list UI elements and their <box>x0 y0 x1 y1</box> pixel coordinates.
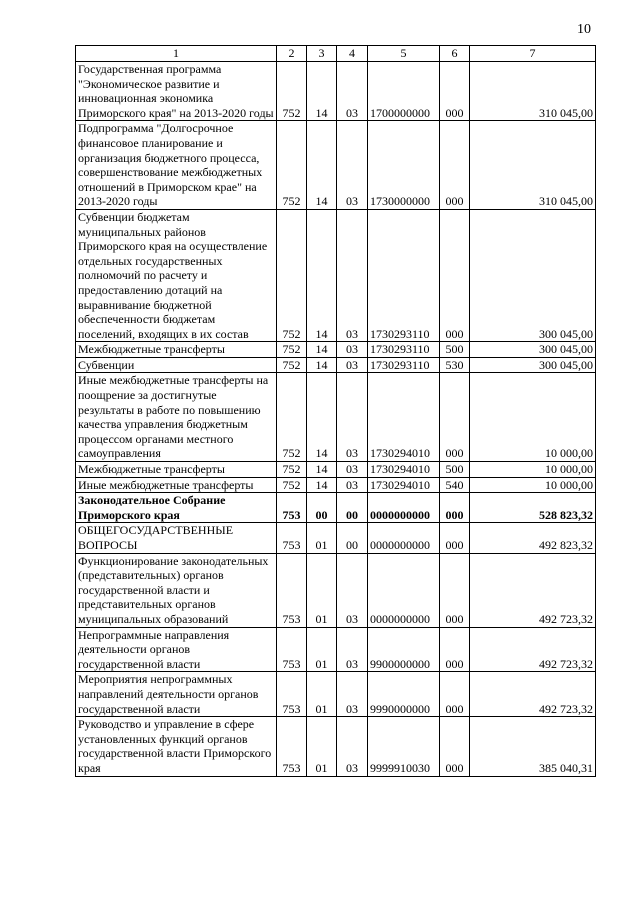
column-header: 5 <box>368 46 440 62</box>
cell-c4: 03 <box>337 209 368 341</box>
row-name: Субвенции бюджетам муниципальных районов Приморского края на осуществление отдельных государственных полномочий по расчету и предоставлению дотаций на выравнивание бюджетной обеспеченности бюджетам поселений, входящих в их состав <box>76 209 277 341</box>
cell-c5: 9990000000 <box>368 672 440 717</box>
cell-c4: 03 <box>337 121 368 210</box>
table-row <box>76 553 596 627</box>
cell-c3: 14 <box>307 462 337 478</box>
cell-c2: 752 <box>277 62 307 121</box>
cell-c2: 752 <box>277 462 307 478</box>
cell-c4: 00 <box>337 523 368 553</box>
cell-c2: 753 <box>277 493 307 523</box>
cell-c3: 14 <box>307 373 337 462</box>
cell-c3: 01 <box>307 523 337 553</box>
cell-c5: 1730294010 <box>368 373 440 462</box>
cell-c6: 000 <box>440 121 470 210</box>
cell-c6: 530 <box>440 357 470 373</box>
row-name: Иные межбюджетные трансферты <box>76 477 277 493</box>
cell-c4: 03 <box>337 342 368 358</box>
row-name: Мероприятия непрограммных направлений деятельности органов государственной власти <box>76 672 277 717</box>
cell-c4: 00 <box>337 493 368 523</box>
column-header: 6 <box>440 46 470 62</box>
cell-c6: 000 <box>440 209 470 341</box>
table-row <box>76 672 596 717</box>
table-row <box>76 493 596 523</box>
row-name: Подпрограмма "Долгосрочное финансовое планирование и организация бюджетного процесса, совершенствование межбюджетных отношений в Приморском крае" на 2013-2020 годы <box>76 121 277 210</box>
cell-c6: 000 <box>440 373 470 462</box>
cell-c3: 01 <box>307 672 337 717</box>
cell-amount: 300 045,00 <box>470 209 596 341</box>
cell-c5: 1730293110 <box>368 209 440 341</box>
cell-amount: 310 045,00 <box>470 62 596 121</box>
column-header: 4 <box>337 46 368 62</box>
cell-c2: 753 <box>277 523 307 553</box>
table-row <box>76 121 596 210</box>
row-name: Межбюджетные трансферты <box>76 462 277 478</box>
cell-c2: 753 <box>277 627 307 672</box>
cell-c3: 14 <box>307 62 337 121</box>
column-header: 3 <box>307 46 337 62</box>
cell-amount: 310 045,00 <box>470 121 596 210</box>
cell-c5: 9900000000 <box>368 627 440 672</box>
cell-c6: 000 <box>440 627 470 672</box>
cell-c5: 0000000000 <box>368 553 440 627</box>
row-name: Непрограммные направления деятельности органов государственной власти <box>76 627 277 672</box>
cell-amount: 492 723,32 <box>470 627 596 672</box>
cell-c3: 00 <box>307 493 337 523</box>
column-header: 7 <box>470 46 596 62</box>
cell-c5: 1730294010 <box>368 462 440 478</box>
table-row <box>76 357 596 373</box>
table-row <box>76 462 596 478</box>
cell-c6: 540 <box>440 477 470 493</box>
cell-c3: 01 <box>307 717 337 776</box>
cell-amount: 300 045,00 <box>470 357 596 373</box>
cell-c6: 000 <box>440 493 470 523</box>
cell-c5: 1730293110 <box>368 342 440 358</box>
table-row <box>76 342 596 358</box>
page-number: 10 <box>577 22 591 37</box>
cell-c3: 14 <box>307 357 337 373</box>
cell-c6: 000 <box>440 672 470 717</box>
row-name: Функционирование законодательных (представительных) органов государственной власти и представительных органов муниципальных образований <box>76 553 277 627</box>
table-row <box>76 209 596 341</box>
cell-c6: 000 <box>440 553 470 627</box>
table-row <box>76 627 596 672</box>
cell-amount: 10 000,00 <box>470 373 596 462</box>
cell-amount: 300 045,00 <box>470 342 596 358</box>
cell-c2: 752 <box>277 477 307 493</box>
cell-c4: 03 <box>337 462 368 478</box>
row-name: Государственная программа "Экономическое развитие и инновационная экономика Приморского края" на 2013-2020 годы <box>76 62 277 121</box>
cell-c4: 03 <box>337 477 368 493</box>
cell-c2: 752 <box>277 209 307 341</box>
cell-c5: 1730294010 <box>368 477 440 493</box>
cell-c6: 000 <box>440 62 470 121</box>
table-row <box>76 62 596 121</box>
cell-c4: 03 <box>337 717 368 776</box>
cell-amount: 492 723,32 <box>470 672 596 717</box>
cell-c6: 000 <box>440 717 470 776</box>
cell-amount: 492 823,32 <box>470 523 596 553</box>
table-row <box>76 477 596 493</box>
cell-c5: 0000000000 <box>368 523 440 553</box>
row-name: Законодательное Собрание Приморского края <box>76 493 277 523</box>
cell-c3: 14 <box>307 121 337 210</box>
cell-c2: 753 <box>277 672 307 717</box>
table-row <box>76 717 596 776</box>
cell-c2: 753 <box>277 717 307 776</box>
cell-c6: 000 <box>440 523 470 553</box>
row-name: Иные межбюджетные трансферты на поощрение за достигнутые результаты в работе по повышению качества управления бюджетным процессом органами местного самоуправления <box>76 373 277 462</box>
cell-c4: 03 <box>337 357 368 373</box>
cell-amount: 492 723,32 <box>470 553 596 627</box>
cell-c3: 01 <box>307 627 337 672</box>
cell-c6: 500 <box>440 342 470 358</box>
row-name: Руководство и управление в сфере установленных функций органов государственной власти Приморского края <box>76 717 277 776</box>
cell-amount: 10 000,00 <box>470 462 596 478</box>
row-name: Субвенции <box>76 357 277 373</box>
cell-amount: 528 823,32 <box>470 493 596 523</box>
cell-c5: 1730293110 <box>368 357 440 373</box>
cell-c4: 03 <box>337 553 368 627</box>
cell-c2: 753 <box>277 553 307 627</box>
cell-c2: 752 <box>277 357 307 373</box>
cell-c4: 03 <box>337 62 368 121</box>
cell-c4: 03 <box>337 672 368 717</box>
row-name: Межбюджетные трансферты <box>76 342 277 358</box>
column-header: 2 <box>277 46 307 62</box>
column-header: 1 <box>76 46 277 62</box>
cell-c3: 14 <box>307 342 337 358</box>
cell-c5: 1730000000 <box>368 121 440 210</box>
cell-c2: 752 <box>277 121 307 210</box>
cell-amount: 10 000,00 <box>470 477 596 493</box>
budget-table <box>75 45 596 777</box>
table-row <box>76 523 596 553</box>
cell-c3: 14 <box>307 209 337 341</box>
cell-c2: 752 <box>277 373 307 462</box>
cell-c5: 1700000000 <box>368 62 440 121</box>
row-name: ОБЩЕГОСУДАРСТВЕННЫЕ ВОПРОСЫ <box>76 523 277 553</box>
cell-c4: 03 <box>337 373 368 462</box>
cell-c6: 500 <box>440 462 470 478</box>
cell-c2: 752 <box>277 342 307 358</box>
table-row <box>76 373 596 462</box>
cell-c5: 0000000000 <box>368 493 440 523</box>
cell-amount: 385 040,31 <box>470 717 596 776</box>
cell-c4: 03 <box>337 627 368 672</box>
cell-c3: 14 <box>307 477 337 493</box>
header-row <box>76 46 596 62</box>
cell-c5: 9999910030 <box>368 717 440 776</box>
cell-c3: 01 <box>307 553 337 627</box>
